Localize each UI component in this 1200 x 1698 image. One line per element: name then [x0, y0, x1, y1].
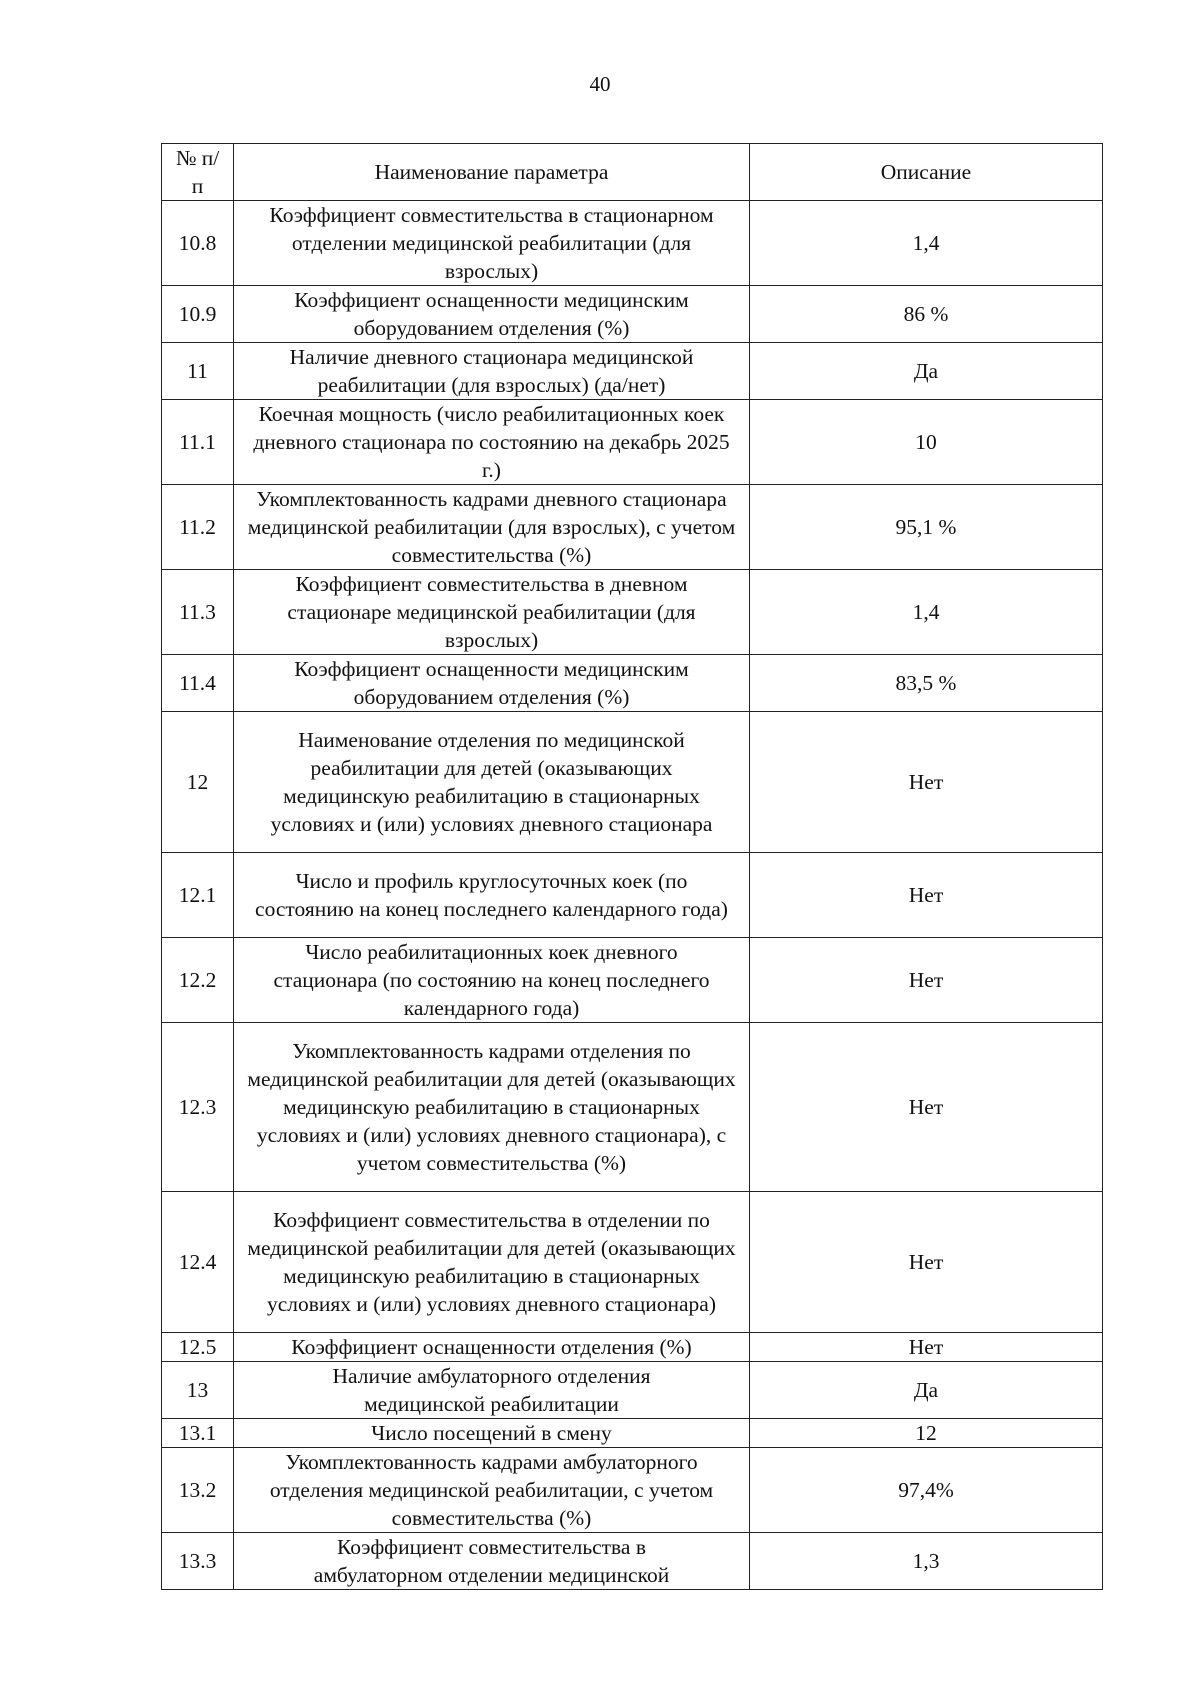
row-number: 13 — [162, 1362, 234, 1419]
row-name-text: Коэффициент оснащенности отделения (%) — [291, 1335, 692, 1359]
table-row — [162, 1362, 1103, 1419]
table-row — [162, 853, 1103, 938]
row-name-text: Число посещений в смену — [371, 1421, 612, 1445]
row-description: Нет — [750, 938, 1103, 1023]
row-name — [234, 1333, 750, 1362]
row-description: Нет — [750, 1023, 1103, 1192]
row-name-text: Число реабилитационных коек дневного стационара (по состоянию на конец последнего календарного года) — [273, 940, 710, 1020]
row-name-text: Наименование отделения по медицинской реабилитации для детей (оказывающих медицинскую реабилитацию в стационарных условиях и (или) условиях дневного стационара — [270, 728, 713, 836]
row-name-text: Укомплектованность кадрами отделения по медицинской реабилитации для детей (оказывающих медицинскую реабилитацию в стационарных условиях и (или) условиях дневного стационара), с учетом совместительства (%) — [247, 1039, 736, 1175]
row-name — [234, 485, 750, 570]
row-number: 10.9 — [162, 286, 234, 343]
table-row — [162, 485, 1103, 570]
row-name-text: Коэффициент совместительства в отделении по медицинской реабилитации для детей (оказывающих медицинскую реабилитацию в стационарных условиях и (или) условиях дневного стационара) — [247, 1208, 736, 1316]
table-row — [162, 286, 1103, 343]
row-number: 12.1 — [162, 853, 234, 938]
row-description: 97,4% — [750, 1448, 1103, 1533]
row-name — [234, 343, 750, 400]
row-name — [234, 853, 750, 938]
row-name — [234, 655, 750, 712]
table-row — [162, 1533, 1103, 1590]
row-number: 12.2 — [162, 938, 234, 1023]
row-name — [234, 1362, 750, 1419]
table-row — [162, 400, 1103, 485]
table-row — [162, 1333, 1103, 1362]
table-row — [162, 655, 1103, 712]
row-name-text: Коэффициент совместительства в стационарном отделении медицинской реабилитации (для взрослых) — [269, 203, 714, 283]
row-description: Нет — [750, 1192, 1103, 1333]
header-description: Описание — [750, 144, 1103, 201]
row-name-text: Укомплектованность кадрами амбулаторного отделения медицинской реабилитации, с учетом совместительства (%) — [269, 1450, 714, 1530]
table-row — [162, 1419, 1103, 1448]
row-name-text: Наличие дневного стационара медицинской реабилитации (для взрослых) (да/нет) — [289, 345, 694, 397]
row-name-text: Укомплектованность кадрами дневного стационара медицинской реабилитации (для взрослых), с учетом совместительства (%) — [247, 487, 736, 567]
row-name-text: Коечная мощность (число реабилитационных коек дневного стационара по состоянию на декабрь 2025 г.) — [253, 402, 730, 482]
table-row — [162, 938, 1103, 1023]
row-description: 1,3 — [750, 1533, 1103, 1590]
table-row — [162, 712, 1103, 853]
row-description: 10 — [750, 400, 1103, 485]
row-name — [234, 400, 750, 485]
row-description: Да — [750, 343, 1103, 400]
table-row — [162, 570, 1103, 655]
table-row — [162, 1192, 1103, 1333]
page-number: 40 — [589, 72, 611, 96]
row-number: 13.2 — [162, 1448, 234, 1533]
row-name — [234, 1419, 750, 1448]
row-number: 12.3 — [162, 1023, 234, 1192]
row-description: Нет — [750, 1333, 1103, 1362]
row-description: 83,5 % — [750, 655, 1103, 712]
row-description: Нет — [750, 712, 1103, 853]
row-name — [234, 938, 750, 1023]
row-number: 11.4 — [162, 655, 234, 712]
row-name — [234, 1533, 750, 1590]
table-row — [162, 201, 1103, 286]
row-name-text: Число и профиль круглосуточных коек (по состоянию на конец последнего календарного года) — [255, 869, 728, 921]
row-number: 10.8 — [162, 201, 234, 286]
table-row — [162, 1448, 1103, 1533]
table-row — [162, 343, 1103, 400]
row-number: 11.2 — [162, 485, 234, 570]
row-number: 12 — [162, 712, 234, 853]
row-name-text: Коэффициент оснащенности медицинским оборудованием отделения (%) — [294, 288, 689, 340]
row-name-text: Коэффициент совместительства в амбулаторном отделении медицинской — [313, 1535, 670, 1587]
table-row — [162, 1023, 1103, 1192]
row-number: 13.1 — [162, 1419, 234, 1448]
row-description: 86 % — [750, 286, 1103, 343]
row-description: 1,4 — [750, 201, 1103, 286]
row-number: 12.4 — [162, 1192, 234, 1333]
row-description: Да — [750, 1362, 1103, 1419]
header-number-label: № п/п — [175, 146, 220, 198]
row-number: 11 — [162, 343, 234, 400]
row-number: 11.1 — [162, 400, 234, 485]
header-number — [162, 144, 234, 201]
row-name — [234, 1023, 750, 1192]
row-number: 12.5 — [162, 1333, 234, 1362]
row-name-text: Коэффициент оснащенности медицинским оборудованием отделения (%) — [294, 657, 689, 709]
row-name — [234, 286, 750, 343]
row-name — [234, 201, 750, 286]
row-name — [234, 1192, 750, 1333]
row-name-text: Наличие амбулаторного отделения медицинской реабилитации — [332, 1364, 651, 1416]
row-description: 95,1 % — [750, 485, 1103, 570]
header-name: Наименование параметра — [234, 144, 750, 201]
row-name — [234, 712, 750, 853]
row-name — [234, 570, 750, 655]
row-description: 12 — [750, 1419, 1103, 1448]
row-number: 11.3 — [162, 570, 234, 655]
row-name-text: Коэффициент совместительства в дневном стационаре медицинской реабилитации (для взрослых) — [287, 572, 696, 652]
row-name — [234, 1448, 750, 1533]
row-description: 1,4 — [750, 570, 1103, 655]
row-description: Нет — [750, 853, 1103, 938]
parameters-table — [161, 143, 1103, 1590]
row-number: 13.3 — [162, 1533, 234, 1590]
table-header-row — [162, 144, 1103, 201]
